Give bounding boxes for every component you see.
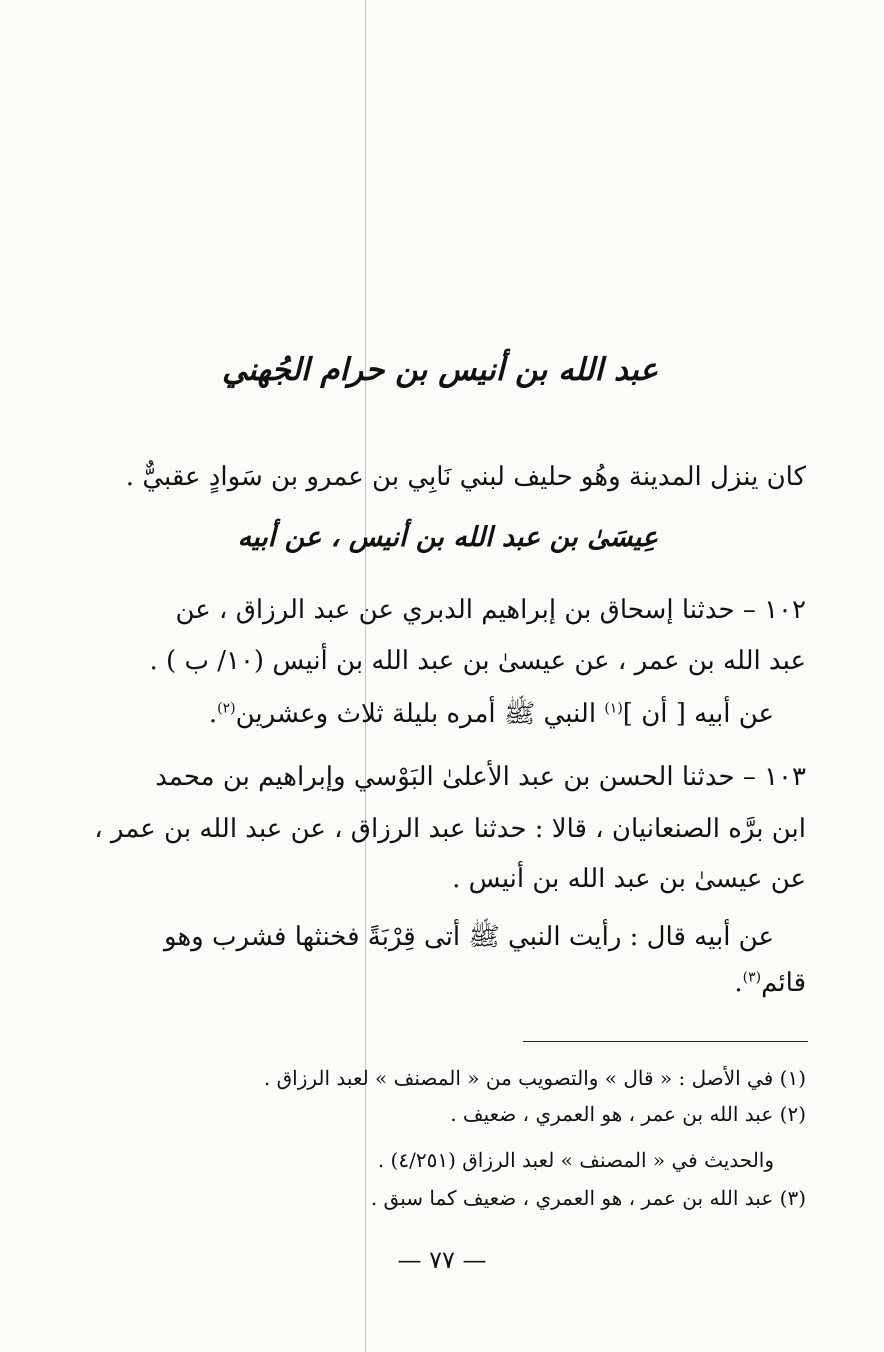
footnote-ref-1: (١) [604, 700, 623, 717]
hadith-103-line-5-text-b: . [734, 968, 743, 998]
hadith-103-line-5 [734, 968, 806, 998]
scan-fold-line [365, 0, 366, 1352]
hadith-103-line-4: عن أبيه قال : رأيت النبي ﷺ أتى قِرْبَةً فخنثها فشرب وهو [164, 922, 774, 952]
hadith-102-line-1: ١٠٢ – حدثنا إسحاق بن إبراهيم الدبري عن عبد الرزاق ، عن [175, 595, 806, 625]
hadith-103-line-5-text-a: قائم [761, 968, 806, 998]
intro-text: كان ينزل المدينة وهُو حليف لبني نَابِي بن عمرو بن سَوادٍ عقبيٌّ . [125, 462, 806, 492]
hadith-102-line-3-text-b: النبي ﷺ أمره بليلة ثلاث وعشرين [235, 699, 605, 729]
footnote-2: (٢) عبد الله بن عمر ، هو العمري ، ضعيف . [450, 1102, 806, 1126]
hadith-102-line-3-text-a: عن أبيه [ أن ] [622, 699, 774, 729]
page-number: — ٧٧ — [397, 1246, 487, 1274]
hadith-102-line-2: عبد الله بن عمر ، عن عيسىٰ بن عبد الله بن أنيس (١٠/ ب ) . [149, 646, 806, 676]
hadith-102-line-3-text-c: . [208, 699, 218, 729]
footnote-2-continued: والحديث في « المصنف » لعبد الرزاق (٤/٢٥١) . [377, 1148, 774, 1172]
hadith-103-line-3: عن عيسىٰ بن عبد الله بن أنيس . [452, 864, 806, 894]
footnote-ref-2: (٢) [217, 700, 236, 717]
hadith-103-line-1: ١٠٣ – حدثنا الحسن بن عبد الأعلىٰ البَوْسي وإبراهيم بن محمد [155, 762, 806, 792]
footnote-ref-3: (٣) [742, 969, 762, 986]
footnote-1: (١) في الأصل : « قال » والتصويب من « المصنف » لعبد الرزاق . [263, 1066, 806, 1090]
footnote-separator [523, 1041, 808, 1042]
hadith-102-line-3 [209, 697, 774, 735]
section-heading: عِيسَىٰ بن عبد الله بن أنيس ، عن أبيه [237, 522, 658, 553]
hadith-103-line-2: ابن برَّه الصنعانيان ، قالا : حدثنا عبد الرزاق ، عن عبد الله بن عمر ، [94, 814, 806, 844]
footnote-3: (٣) عبد الله بن عمر ، هو العمري ، ضعيف كما سبق . [370, 1186, 806, 1210]
page-title: عبد الله بن أنيس بن حرام الجُهني [221, 352, 658, 388]
